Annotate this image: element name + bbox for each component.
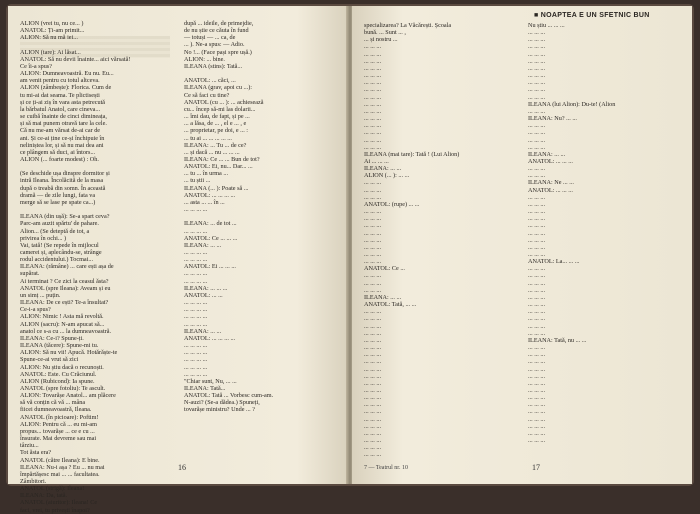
right-page	[352, 6, 692, 484]
right-column-2: Nu știu ... ... ... ... ... ... ... ... ... ... ... ... ... ... ... ... ... ... ... ... ... ... ... ... ... ... ... ... ... ... ... ... ... ILEANA (lui Alion): Du-te! (Alion ... ... ... ILEANA: Nu? ... ... ... ... ... ... ... ... ... ... ... ... ... ... ILEANA: ... ... ANATOL: ... ... ... ... ... ... ... ... ... ILEANA: Ne ... ... ANATOL: ... ... ... ... ... ... ... ... ... ... ... ... ... ... ... ... ... ... ... ... ... ... ... ... ... ... ... ... ... ... ANATOL: La... ... ... ... ... ... ... ... ... ... ... ... ... ... ... ... ... ... ... ... ... ... ... ... ... ... ... ... ... ... ... ... ... ILEANA: Tată, nu ... ... ... ... ... ... ... ... ... ... ... ... ... ... ... ... ... ... ... ... ... ... ... ... ... ... ... ... ... ... ... ... ... ... ... ... ... ... ... ... ... ... ... ...	[528, 22, 616, 445]
left-column-1: ALION (vrei tu, nu ce... ) ANATOL: Ți-am primit... ALION: Să nu mă iei... ALION (tare): Ai lăsat... ANATOL: Să nu devii înainte... aici vărsată! Ce îi-a spus? ALION: Dumneavoastră. Eu nu. Eu... am venit pentru cu totul altceva. ALION (zâmbește): Florica. Cum de tu mi-ai dat seama. Te plictisești și ce ți-ai ziș în vara asta petrecută la bărbatul Anatol, care cineva... se cuibă înainte de cinci dimineața, și să mai punem otravă tare la cele. Că nu me-am vărsat de-ai car de ani. Și ce-ai ține ce-și închipuie în neliniștea lor, și să nu mai dea ani ce plângem să duci, ai întors... ALION (... foarte modest) : Oh. (Se deschide ușa dinspre dormitor și intră Ileana. Încolăcită de la masa după o treabă din somn. În această dramă — de zile lungi, fata va merge să se lase pe spate ca...) ILEANA (din ușă): Se-a spart ceva? Parc-am auzit spărtu' de pahare. Alion... (Se deteptă de tot, a privirea în ochi... ) Vai, tată! (Se repede în mijlocul camerei și, aplecându-se, strânge rodul accidentului.) Tocmai... ILEANA: (rămâne) ... care ești așa de supărat. Ai terminat ? Ce zici la ceasul ăsta? ANATOL (spre Ileana): Aveam și eu un simț ... puțin. ILEANA: De ce ești? Te-a însultat? Ce-i-a spus? ALION: Nimic ! Asta mă revoltă. ALION (sacru): N-am apucat să... anatol ce s-a cu ... la dumneavoastră. ILEANA: Ce-i? Spune-ți. ILEANA (tăcere): Spune-mi tu. ALION: Să nu vii! Apucă. Hotărăște-te Spune-ce-ai vrut să zici ALION: Nu știu dacă o recunoști. ANATOL: Este. Cu Crăciunul. ALION (Rubicond): Ia spune. ANATOL (spre fotoliu): Te ascult. ALION: Tovarășe Anatol... am plăcere să vă conțin că vă ... mâna fiicei dumneavoastră, Ileana. ANATOL (în picioare): Poftim! ALION: Pentru că ... eu mi-am propus... tovarășe ... ce e cu ... însurate. Mai devreme sau mai târziu... Tot ăsta era? ANATOL (către Ileana): E bine. ILEANA: Nu-i așa ? Eu ... nu mai împărtășesc mai ... ... facultatea. Zâmbitori. ANATOL (strigă): Ileana! ILEANA: Da, tată. ANATOL (aiuritor): Ileana! Ce faci, vrei, tu privești înapoi?	[20, 20, 131, 514]
book-spread	[8, 6, 692, 514]
page-footer: 7 — Teatrul nr. 10	[364, 465, 408, 471]
left-column-2: după ... ideile, de primejdie, de nu știe ce căuta în fund — totuși — ... ca, de ... ). Ne-a spus: — Adio. No !... (Face pași spre ușă.) ALION: ... bine. ILEANA (stins): Tată... ANATOL: ... căci, ... ILEANA (grav, apoi cu ...): Ce să faci cu tine? ANATOL (cu ... ): ... achiesează cu... încep să-mi las dolarii... ... îmi dau, de fapt, și pe ... ... a lăsa, de ... , el e ... , e ... proprietar, pe doi, e ... : ... tu ai ... ... ... ... ... ILEANA: ... Tu ... de ce? ... și dacă ... nu ... ... ... ILEANA: Ce ... ... Bun de tot? ANATOL: Ei, nu... Dar... ... ... tu ... în urma ... ... tu știi ... ILEANA (... ): Poate să ... ANATOL: ... ... ... ... ... asta ... ... în ... ... ... ... ... ILEANA: ... de tot ... ... ... ... ... ANATOL: Ce ... ... ... ILEANA: ... ... ... ... ... ... ... ... ... ... ANATOL: Ei ... ... ... ... ... ... ... ... ... ... ... ILEANA: ... ... ... ANATOL: ... ... ... ... ... ... ... ... ... ... ... ... ... ... ... ... ... ... ILEANA: ... ... ANATOL: ... ... ... ... ... ... ... ... ... ... ... ... ... ... ... ... ... ... ... ... ... ... ... ... "Chiar sunt, Nu, ... ... ILEANA: Tată... ANATOL: Tată ... Vorbesc cum-am. N-auzi? (Se-a dădea.) Spuneți, tovarășe ministru? Unde ... ?	[184, 20, 274, 414]
left-page	[8, 6, 348, 514]
running-header: ■ NOAPTEA E UN SFETNIC BUN	[534, 12, 650, 19]
right-column-1: specializarea? La Văcărești. Școala bună. ... Sunt ... , ... și nostru ... ... ... ... ... ... ... ... ... ... ... ... ... ... ... ... ... ... ... ... ... ... ... ... ... ... ... ... ... ... ... ... ... ... ... ... ... ... ... ... ... ... ... ... ... ... ILEANA (mai tare): Tată ! (Lui Alion) Ai ... ... ... ILEANA: ... ... ALION (... ): ... ... ... ... ... ... ... ... ... ... ... ANATOL: (rupe) ... ... ... ... ... ... ... ... ... ... ... ... ... ... ... ... ... ... ... ... ... ... ... ... ... ... ANATOL: Ce ... ... ... ... ... ... ... ... ... ... ILEANA: ... ... ANATOL: Tată, ... ... ... ... ... ... ... ... ... ... ... ... ... ... ... ... ... ... ... ... ... ... ... ... ... ... ... ... ... ... ... ... ... ... ... ... ... ... ... ... ... ... ... ... ... ... ... ... ... ... ... ... ... ... ... ... ... ... ... ... ... ... ... ... ...	[364, 22, 460, 459]
right-page-number: 17	[532, 463, 540, 472]
left-page-number: 16	[178, 463, 186, 472]
